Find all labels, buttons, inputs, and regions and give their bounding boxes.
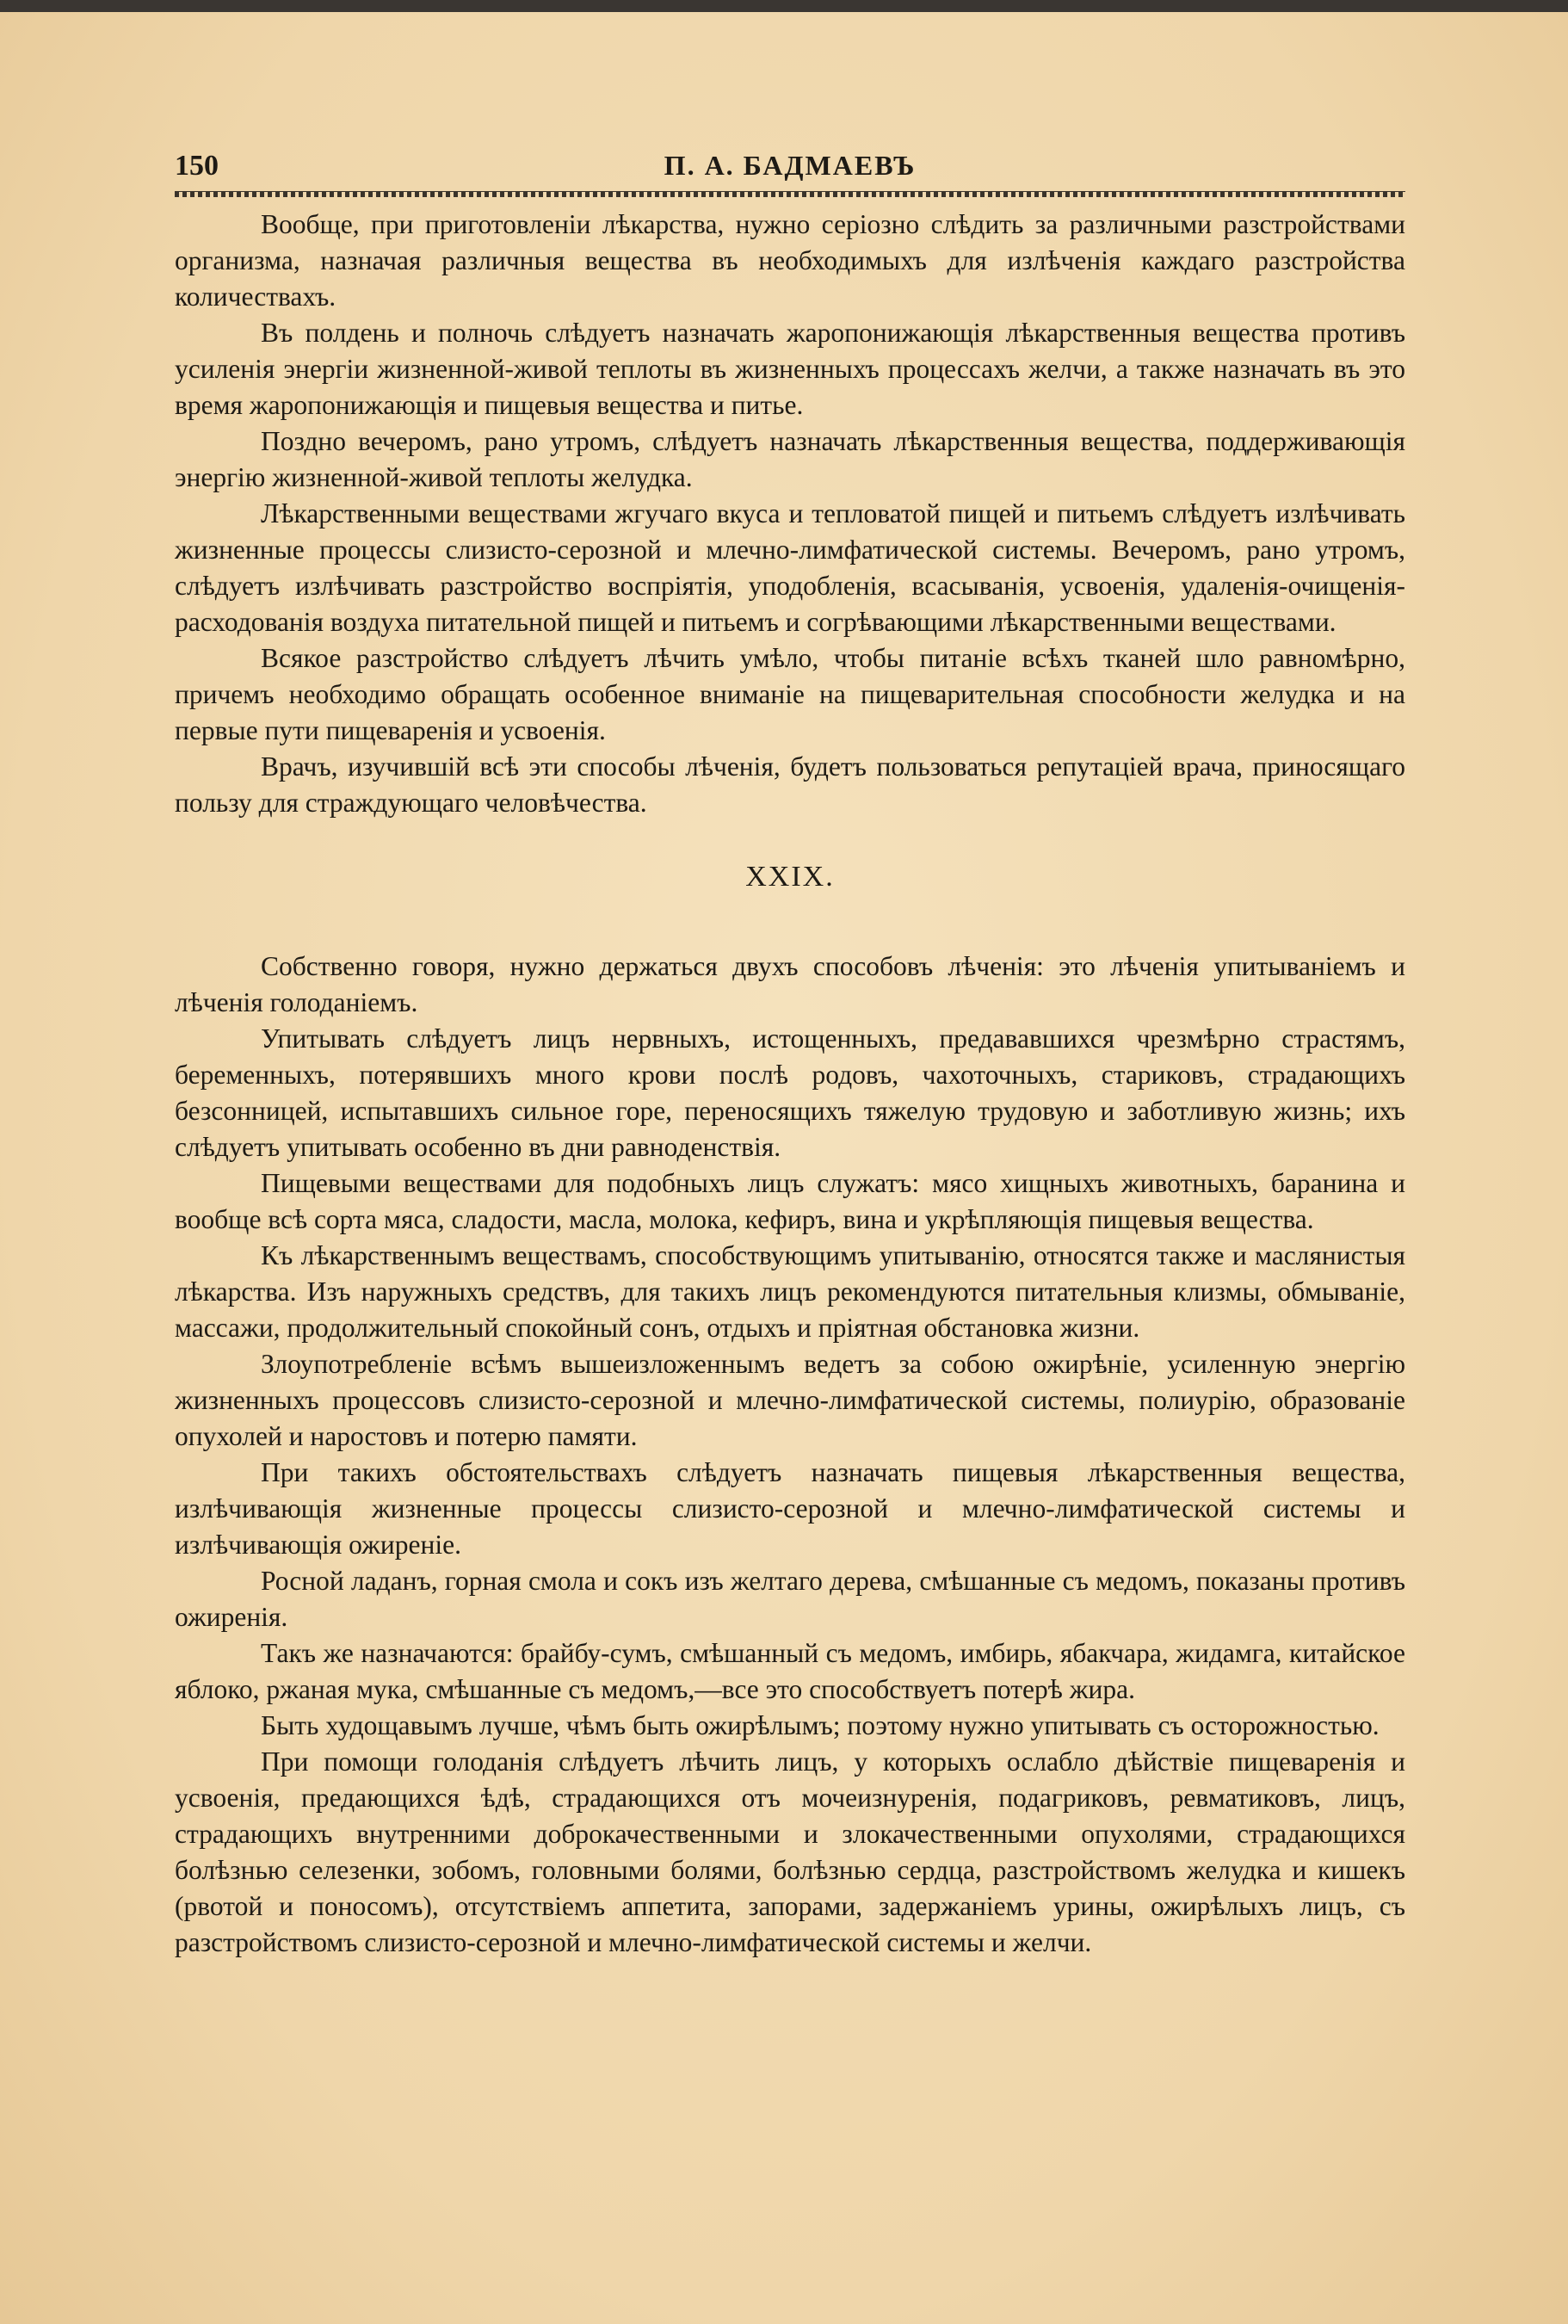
paragraph: Въ полдень и полночь слѣдуетъ назначать жаропонижающія лѣкарственныя вещества противъ усиленія энергіи жизненной-живой теплоты въ жизненныхъ процессахъ желчи, а также назначать въ это время жаропонижающія и пищевыя вещества и питье. <box>175 318 1405 420</box>
page-number: 150 <box>175 150 219 182</box>
paragraph: Упитывать слѣдуетъ лицъ нервныхъ, истощенныхъ, предававшихся чрезмѣрно страстямъ, беременныхъ, потерявшихъ много крови послѣ родовъ, чахоточныхъ, стариковъ, страдающихъ безсонницей, испытавшихъ сильное горе, переносящихъ тяжелую трудовую и заботливую жизнь; ихъ слѣдуетъ упитывать особенно въ дни равноденствія. <box>175 1023 1405 1162</box>
page-header <box>175 146 1405 189</box>
paragraph: Злоупотребленіе всѣмъ вышеизложеннымъ ведетъ за собою ожирѣніе, усиленную энергію жизненныхъ процессовъ слизисто-серозной и млечно-лимфатической системы, полиурію, образованіе опухолей и наростовъ и потерю памяти. <box>175 1349 1405 1451</box>
paragraph: Всякое разстройство слѣдуетъ лѣчить умѣло, чтобы питаніе всѣхъ тканей шло равномѣрно, причемъ необходимо обращать особенное вниманіе на пищеварительная способности желудка и на первые пути пищеваренія и усвоенія. <box>175 643 1405 745</box>
paragraph: При такихъ обстоятельствахъ слѣдуетъ назначать пищевыя лѣкарственныя вещества, излѣчивающія жизненные процессы слизисто-серозной и млечно-лимфатической системы и излѣчивающія ожиреніе. <box>175 1457 1405 1560</box>
paragraph: Вообще, при приготовленіи лѣкарства, нужно серіозно слѣдить за различными разстройствами организма, назначая различныя вещества въ необходимыхъ для излѣченія каждаго разстройства количествахъ. <box>175 209 1405 312</box>
paragraph: Пищевыми веществами для подобныхъ лицъ служатъ: мясо хищныхъ животныхъ, баранина и вообще всѣ сорта мяса, сладости, масла, молока, кефиръ, вина и укрѣпляющія пищевыя вещества. <box>175 1168 1405 1234</box>
section-heading: XXIX. <box>745 861 835 893</box>
paragraph: Росной ладанъ, горная смола и сокъ изъ желтаго дерева, смѣшанные съ медомъ, показаны противъ ожиренія. <box>175 1566 1405 1632</box>
paragraph: Такъ же назначаются: брайбу-сумъ, смѣшанный съ медомъ, имбирь, ябакчара, жидамга, китайское яблоко, ржаная мука, смѣшанные съ медомъ,—все это способствуетъ потерѣ жира. <box>175 1638 1405 1704</box>
paragraph: При помощи голоданія слѣдуетъ лѣчить лицъ, у которыхъ ослабло дѣйствіе пищеваренія и усвоенія, предающихся ѣдѣ, страдающихся отъ мочеизнуренія, подагриковъ, ревматиковъ, лицъ, страдающихъ внутренними доброкачественными и злокачественными опухолями, страдающихся болѣзнью селезенки, зобомъ, головными болями, болѣзнью сердца, разстройствомъ желудка и кишекъ (рвотой и поносомъ), отсутствіемъ аппетита, запорами, задержаніемъ урины, ожирѣлыхъ лицъ, съ разстройствомъ слизисто-серозной и млечно-лимфатической системы и желчи. <box>175 1746 1405 1957</box>
paragraph: Лѣкарственными веществами жгучаго вкуса и тепловатой пищей и питьемъ слѣдуетъ излѣчивать жизненные процессы слизисто-серозной и млечно-лимфатической системы. Вечеромъ, рано утромъ, слѣдуетъ излѣчивать разстройство воспріятія, уподобленія, всасыванія, усвоенія, удаленія-очищенія-расходованія воздуха питательной пищей и питьемъ и согрѣвающими лѣкарственными веществами. <box>175 498 1405 637</box>
paragraph: Быть худощавымъ лучше, чѣмъ быть ожирѣлымъ; поэтому нужно упитывать съ осторожностью. <box>261 1710 1380 1740</box>
paragraph: Поздно вечеромъ, рано утромъ, слѣдуетъ назначать лѣкарственныя вещества, поддерживающія энергію жизненной-живой теплоты желудка. <box>175 426 1405 492</box>
running-title: П. А. БАДМАЕВЪ <box>664 150 917 181</box>
header-rule <box>175 191 1405 197</box>
paragraph: Собственно говоря, нужно держаться двухъ способовъ лѣченія: это лѣченія упитываніемъ и лѣченія голоданіемъ. <box>175 951 1405 1017</box>
paragraph: Къ лѣкарственнымъ веществамъ, способствующимъ упитыванію, относятся также и маслянистыя лѣкарства. Изъ наружныхъ средствъ, для такихъ лицъ рекомендуются питательныя клизмы, обмываніе, массажи, продолжительный спокойный сонъ, отдыхъ и пріятная обстановка жизни. <box>175 1240 1405 1343</box>
paragraph: Врачъ, изучившій всѣ эти способы лѣченія, будетъ пользоваться репутаціей врача, приносящаго пользу для страждующаго человѣчества. <box>175 751 1405 818</box>
scan-top-edge <box>0 0 1568 12</box>
body-text <box>175 207 1405 1961</box>
